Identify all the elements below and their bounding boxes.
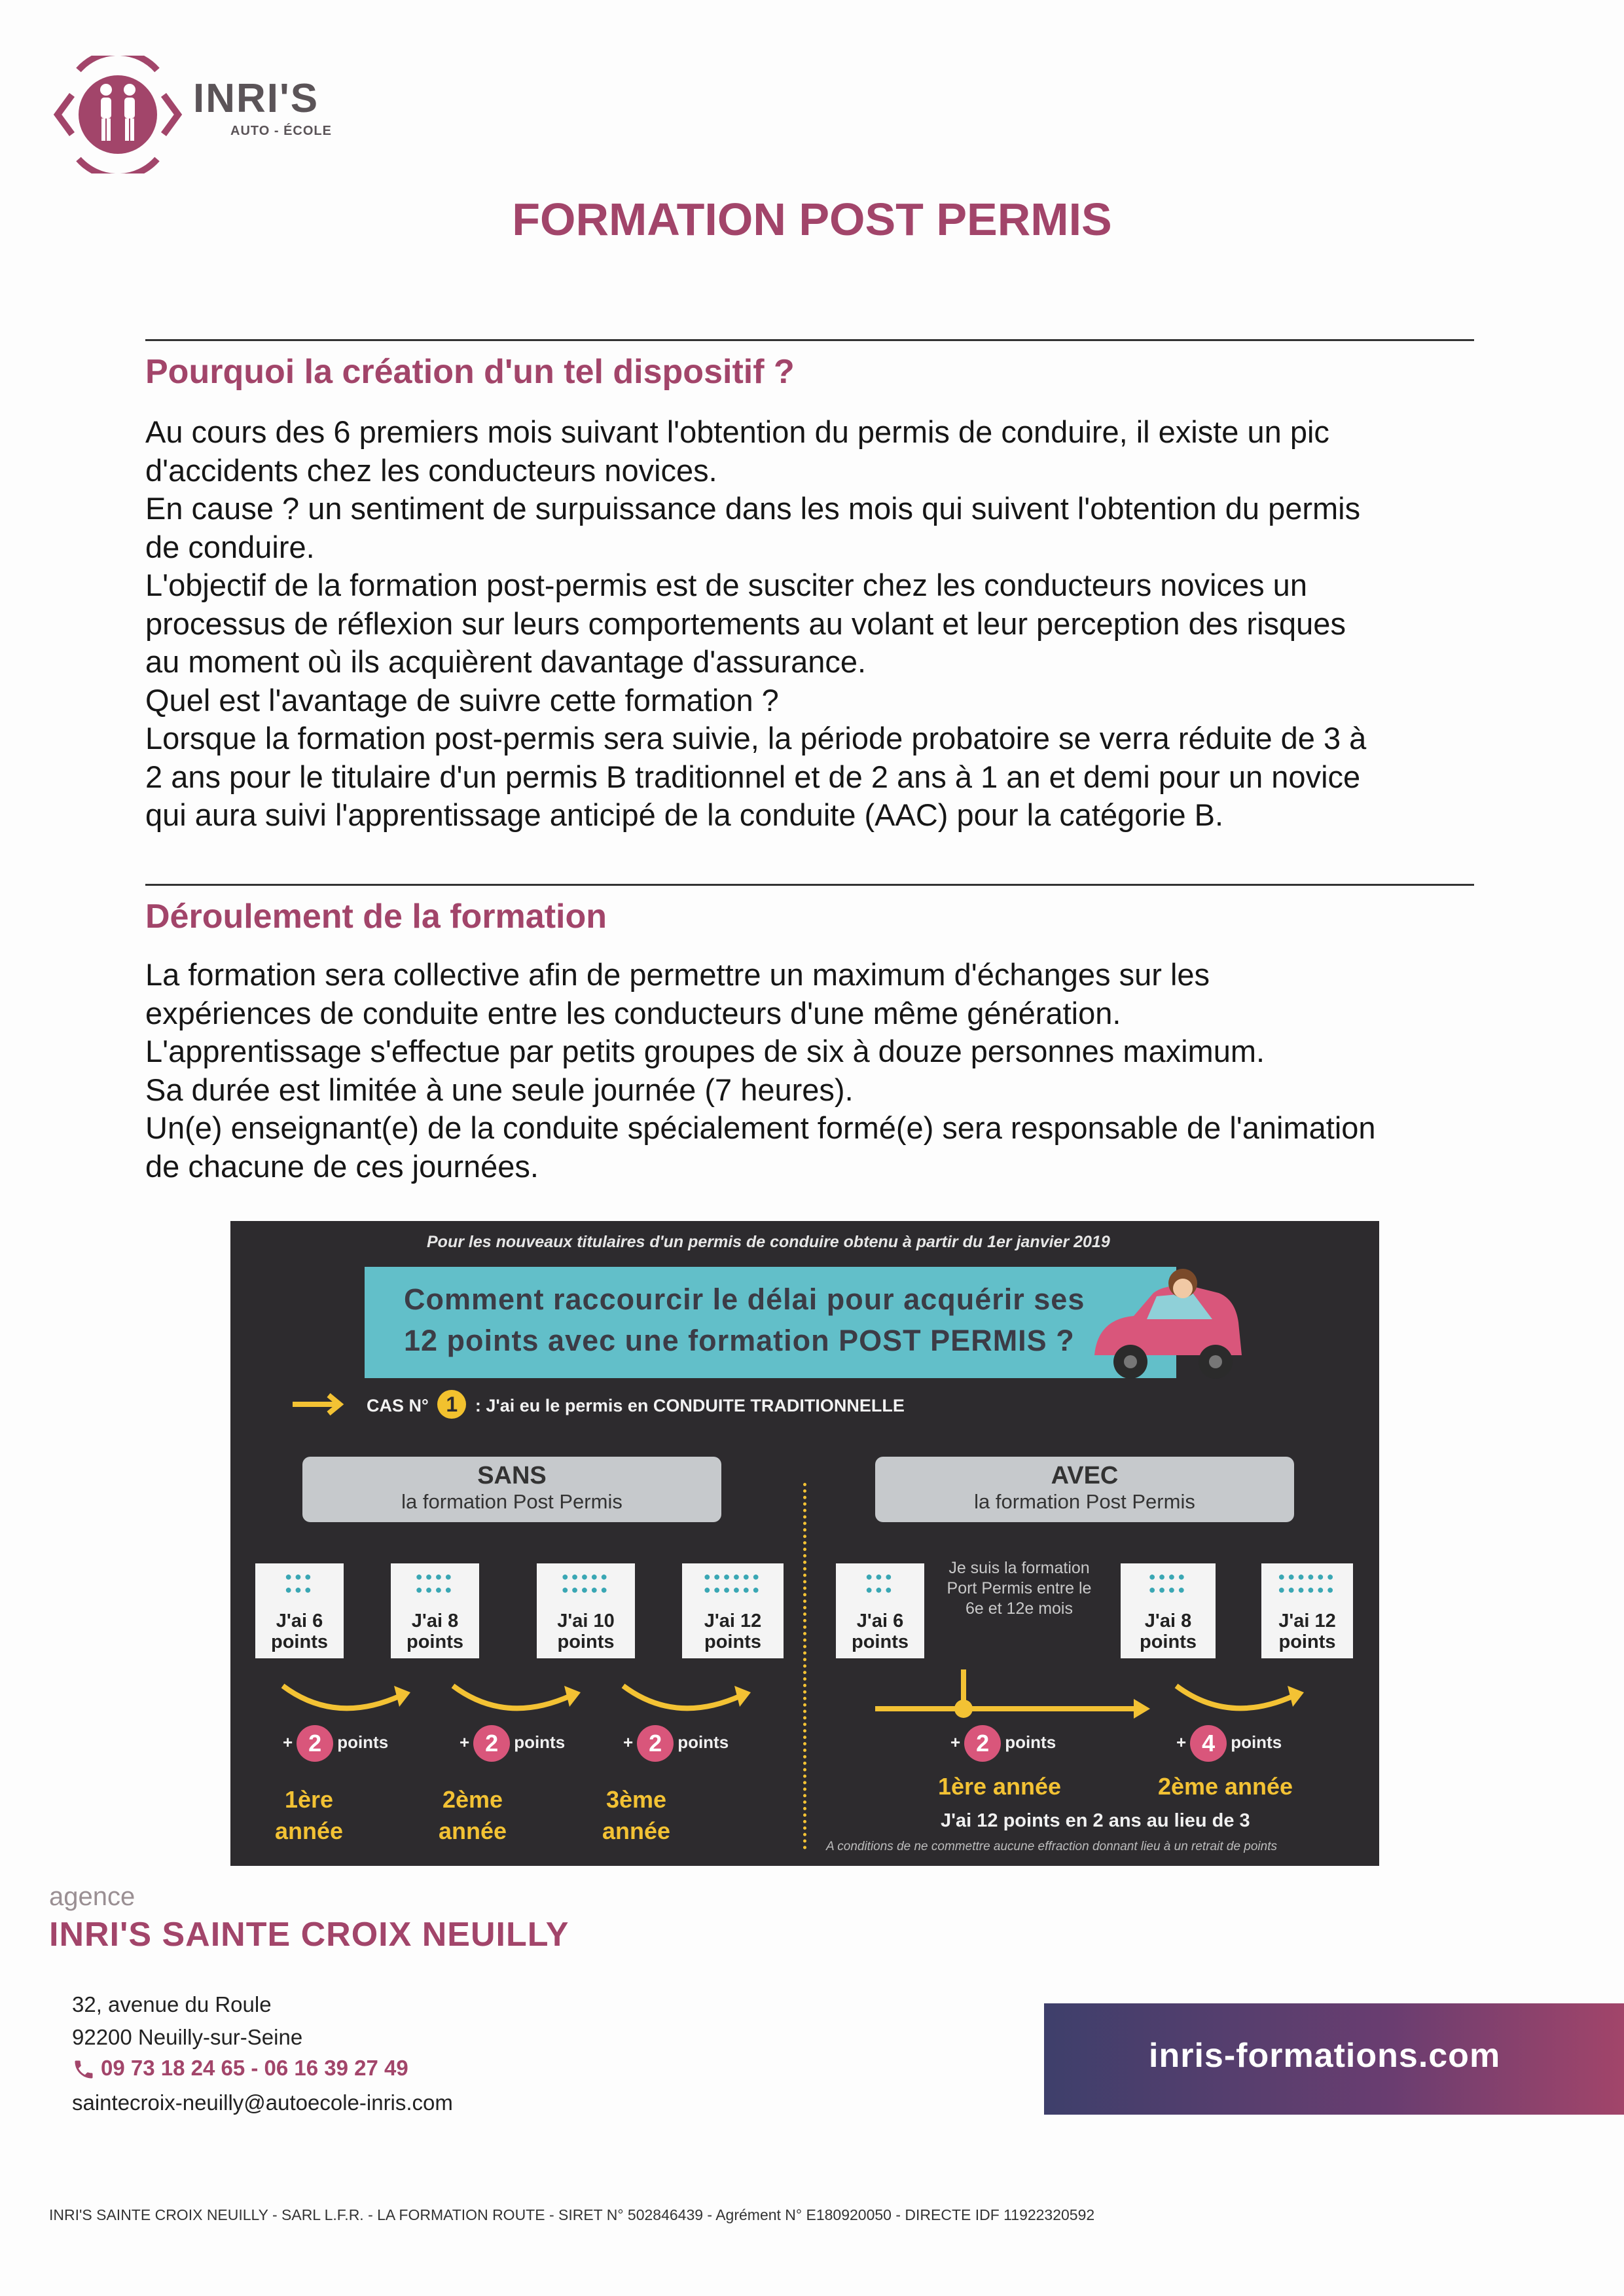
- points-gain: [1176, 1725, 1282, 1762]
- text-line: L'objectif de la formation post-permis est de susciter chez les conducteurs novices un: [145, 568, 1307, 602]
- points-card: [836, 1563, 924, 1658]
- infographic-summary: J'ai 12 points en 2 ans au lieu de 3: [941, 1810, 1250, 1831]
- gain-badge: 2: [964, 1725, 1001, 1762]
- plus-sign: +: [283, 1732, 293, 1752]
- text-line: au moment où ils acquièrent davantage d'assurance.: [145, 644, 867, 679]
- gain-badge: 2: [637, 1725, 674, 1762]
- sans-header: [302, 1457, 721, 1522]
- text-line: Lorsque la formation post-permis sera suivie, la période probatoire se verra réduite de 3 à: [145, 721, 1367, 756]
- case-number-badge: 1: [437, 1390, 466, 1419]
- points-gain: [950, 1725, 1056, 1762]
- text-line: Au cours des 6 premiers mois suivant l'obtention du permis de conduire, il existe un pic: [145, 414, 1329, 449]
- section-divider: [145, 339, 1474, 341]
- address-line2: 92200 Neuilly-sur-Seine: [72, 2025, 303, 2049]
- plus-sign: +: [1176, 1732, 1187, 1752]
- infographic-top-note: Pour les nouveaux titulaires d'un permis de conduire obtenu à partir du 1er janvier 2019: [427, 1233, 1110, 1251]
- avec-header: [875, 1457, 1294, 1522]
- banner-text: [404, 1279, 1085, 1361]
- section2-body: [145, 956, 1494, 1186]
- plus-sign: +: [623, 1732, 634, 1752]
- year-label: 1ère année: [274, 1786, 344, 1844]
- curved-arrow-icon: [453, 1686, 571, 1708]
- year-label: 1ère année: [937, 1773, 1062, 1800]
- case-label: [367, 1390, 905, 1419]
- case-text: : J'ai eu le permis en CONDUITE TRADITIONNELLE: [475, 1396, 905, 1415]
- inris-logo: [52, 56, 393, 173]
- website-banner[interactable]: [1044, 2003, 1624, 2115]
- agency-name: INRI'S SAINTE CROIX NEUILLY: [49, 1916, 569, 1954]
- points-card: [682, 1563, 784, 1658]
- plus-sign: +: [460, 1732, 470, 1752]
- phone-icon: [72, 2058, 96, 2081]
- avec-subtitle: la formation Post Permis: [974, 1490, 1195, 1513]
- logo-brand-sub: AUTO - ÉCOLE: [230, 124, 332, 138]
- section1-title: Pourquoi la création d'un tel dispositif ?: [145, 353, 795, 391]
- card-label: J'ai 6 points: [852, 1611, 909, 1652]
- section2-title: Déroulement de la formation: [145, 898, 607, 936]
- banner-line: Comment raccourcir le délai pour acquérir ses: [404, 1283, 1085, 1316]
- text-line: processus de réflexion sur leurs comportements au volant et leur perception des risques: [145, 606, 1346, 641]
- dots-icon: ●●●● ●●●●: [415, 1570, 455, 1596]
- card-label: J'ai 8 points: [1140, 1611, 1197, 1652]
- legal-mentions: INRI'S SAINTE CROIX NEUILLY - SARL L.F.R. - LA FORMATION ROUTE - SIRET N° 502846439 - Agrément N° E180920050 - DIRECTE IDF 11922320592: [49, 2206, 1095, 2223]
- phone-number[interactable]: [72, 2056, 408, 2081]
- points-word: points: [1005, 1732, 1056, 1752]
- points-card: [1261, 1563, 1353, 1658]
- card-label: J'ai 12 points: [704, 1611, 762, 1652]
- text-line: de conduire.: [145, 529, 315, 564]
- text-line: La formation sera collective afin de permettre un maximum d'échanges sur les: [145, 957, 1210, 992]
- sans-title: SANS: [477, 1462, 547, 1489]
- text-line: 2 ans pour le titulaire d'un permis B traditionnel et de 2 ans à 1 an et demi pour un novice: [145, 759, 1361, 794]
- curved-arrow-icon: [283, 1686, 401, 1708]
- dots-icon: ●●● ●●●: [285, 1570, 314, 1596]
- text-line: expériences de conduite entre les conducteurs d'une même génération.: [145, 995, 1121, 1030]
- section1-body: [145, 413, 1494, 835]
- gain-badge: 4: [1190, 1725, 1227, 1762]
- points-gain: [283, 1725, 388, 1762]
- plus-sign: +: [950, 1732, 961, 1752]
- year-label: 2ème année: [1157, 1773, 1293, 1800]
- mid-note: Je suis la formation Port Permis entre le 6e et 12e mois: [947, 1559, 1092, 1618]
- text-line: d'accidents chez les conducteurs novices.: [145, 452, 717, 488]
- points-word: points: [514, 1732, 566, 1752]
- text-line: L'apprentissage s'effectue par petits groupes de six à douze personnes maximum.: [145, 1034, 1265, 1068]
- dots-icon: ●●● ●●●: [865, 1570, 895, 1596]
- points-card: [255, 1563, 344, 1658]
- curved-arrow-icon: [1176, 1686, 1294, 1708]
- text-line: qui aura suivi l'apprentissage anticipé de la conduite (AAC) pour la catégorie B.: [145, 797, 1224, 832]
- car-icon: [1081, 1257, 1252, 1401]
- avec-title: AVEC: [1051, 1462, 1119, 1489]
- text-line: Un(e) enseignant(e) de la conduite spécialement formé(e) sera responsable de l'animation: [145, 1110, 1376, 1145]
- curved-arrow-icon: [623, 1686, 741, 1708]
- card-label: J'ai 10 points: [557, 1611, 615, 1652]
- address-line1: 32, avenue du Roule: [72, 1992, 272, 2016]
- points-gain: [460, 1725, 565, 1762]
- points-word: points: [337, 1732, 389, 1752]
- points-gain: [623, 1725, 729, 1762]
- text-line: En cause ? un sentiment de surpuissance dans les mois qui suivent l'obtention du permis: [145, 491, 1361, 526]
- card-label: J'ai 8 points: [406, 1611, 463, 1652]
- email-link[interactable]: saintecroix-neuilly@autoecole-inris.com: [72, 2090, 453, 2115]
- text-line: de chacune de ces journées.: [145, 1148, 539, 1184]
- dots-icon: ●●●●●● ●●●●●●: [703, 1570, 763, 1596]
- card-label: J'ai 6 points: [271, 1611, 328, 1652]
- sans-subtitle: la formation Post Permis: [401, 1490, 623, 1513]
- website-link[interactable]: inris-formations.com: [1149, 2037, 1501, 2075]
- year-label: 2ème année: [438, 1786, 507, 1844]
- page-title: FORMATION POST PERMIS: [512, 194, 1112, 245]
- infographic-footnote: A conditions de ne commettre aucune effraction donnant lieu à un retrait de points: [826, 1840, 1278, 1853]
- points-word: points: [677, 1732, 729, 1752]
- dots-icon: ●●●● ●●●●: [1148, 1570, 1188, 1596]
- year-label: 3ème année: [602, 1786, 671, 1844]
- points-card: [537, 1563, 635, 1658]
- logo-emblem-icon: [52, 56, 183, 173]
- gain-badge: 2: [297, 1725, 333, 1762]
- case-prefix: CAS N°: [367, 1396, 429, 1415]
- logo-brand-text: INRI'S: [193, 76, 319, 121]
- text-line: Sa durée est limitée à une seule journée (7 heures).: [145, 1072, 854, 1107]
- infographic: [230, 1221, 1379, 1866]
- gain-badge: 2: [473, 1725, 510, 1762]
- agency-label: agence: [49, 1882, 135, 1911]
- card-label: J'ai 12 points: [1278, 1611, 1336, 1652]
- phone-text: 09 73 18 24 65 - 06 16 39 27 49: [101, 2056, 408, 2080]
- dots-icon: ●●●●●● ●●●●●●: [1278, 1570, 1337, 1596]
- points-card: [1121, 1563, 1216, 1658]
- points-card: [391, 1563, 479, 1658]
- infographic-banner: [365, 1267, 1176, 1378]
- dots-icon: ●●●●● ●●●●●: [561, 1570, 611, 1596]
- banner-line: 12 points avec une formation POST PERMIS ?: [404, 1324, 1075, 1357]
- text-line: Quel est l'avantage de suivre cette formation ?: [145, 682, 779, 718]
- arrow-right-icon: [293, 1390, 352, 1419]
- points-word: points: [1231, 1732, 1282, 1752]
- section-divider: [145, 884, 1474, 886]
